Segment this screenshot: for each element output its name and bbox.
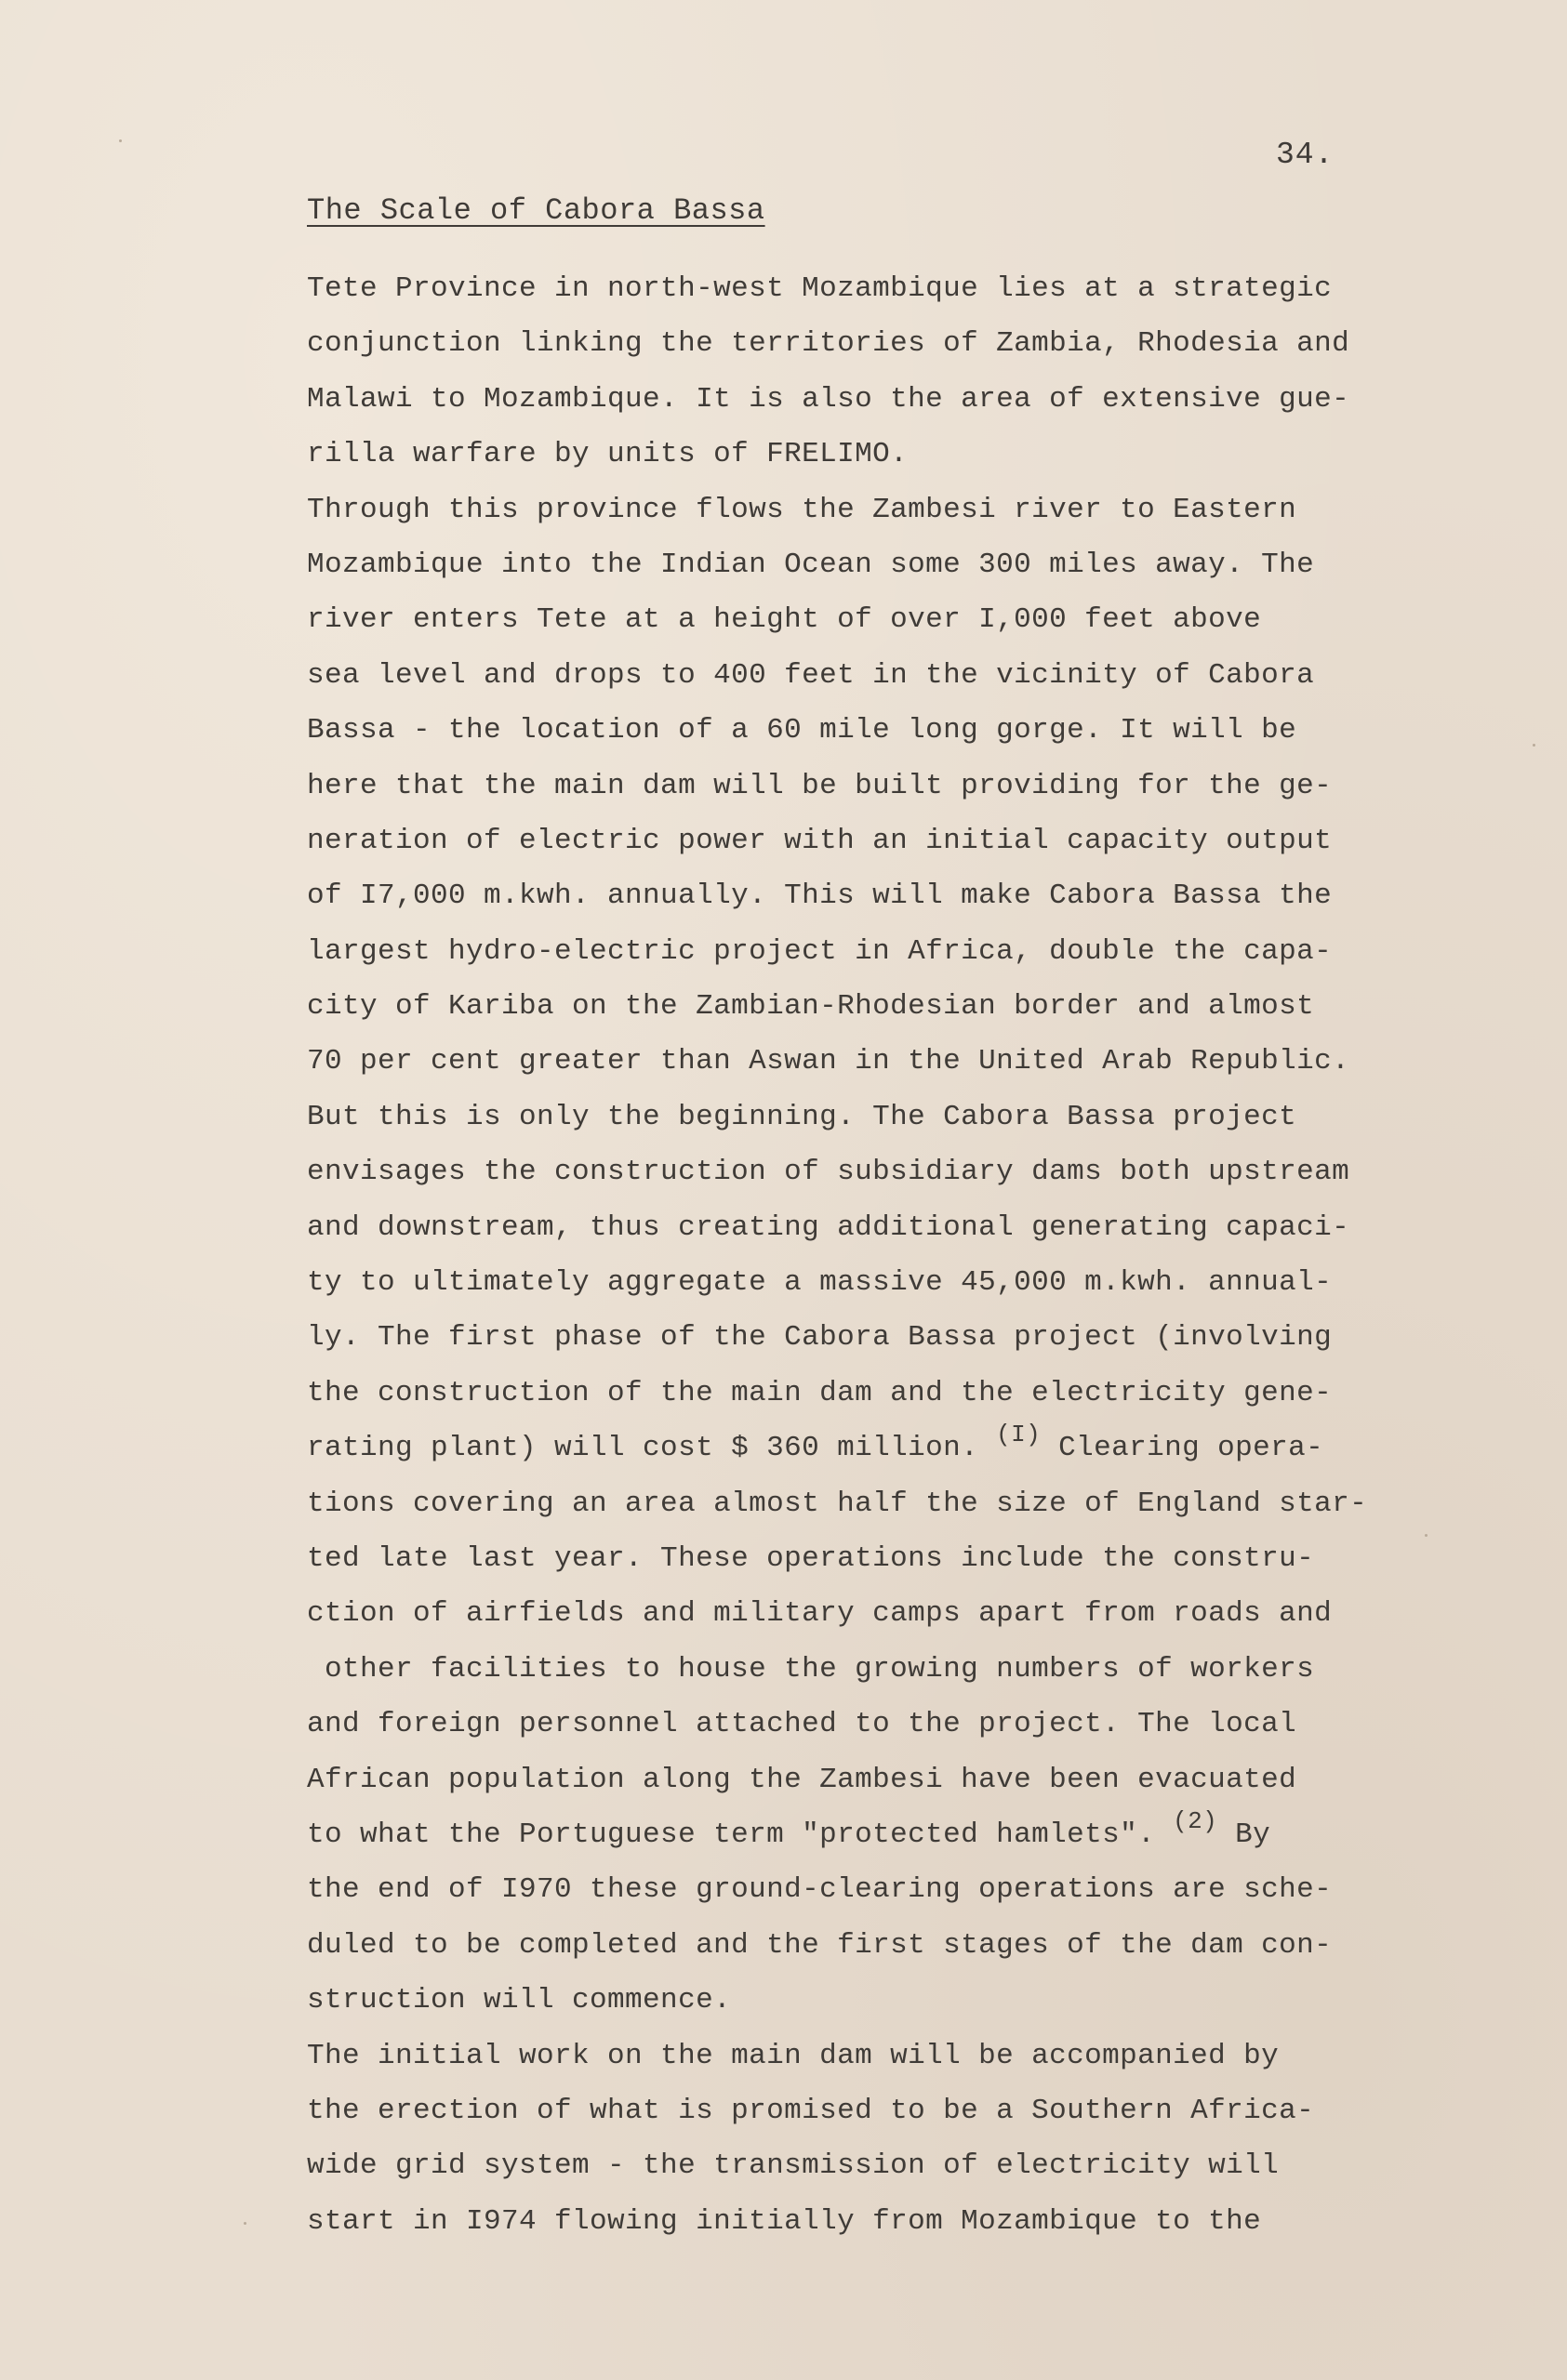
text-line: the construction of the main dam and the electricity gene- xyxy=(307,1376,1333,1409)
text-line: rilla warfare by units of FRELIMO. xyxy=(307,438,909,471)
text-line: sea level and drops to 400 feet in the vicinity of Cabora xyxy=(307,658,1315,692)
text-line: Through this province flows the Zambesi river to Eastern xyxy=(307,493,1297,526)
text-line: Bassa - the location of a 60 mile long gorge. It will be xyxy=(307,714,1297,747)
text-line: conjunction linking the territories of Zambia, Rhodesia and xyxy=(307,327,1350,361)
paper-speck xyxy=(1425,1534,1428,1537)
text-line: the end of I970 these ground-clearing operations are sche- xyxy=(307,1873,1333,1907)
text-line: Mozambique into the Indian Ocean some 300 miles away. The xyxy=(307,548,1315,581)
body-text xyxy=(307,261,1553,2249)
page-number: 34. xyxy=(1276,138,1335,172)
paper-speck xyxy=(244,2222,246,2225)
text-line-with-footnote xyxy=(307,1807,1553,1862)
text-line: start in I974 flowing initially from Mozambique to the xyxy=(307,2204,1262,2238)
text-line: here that the main dam will be built providing for the ge- xyxy=(307,769,1333,802)
text-line: duled to be completed and the first stages of the dam con- xyxy=(307,1928,1333,1962)
text-line: ty to ultimately aggregate a massive 45,000 m.kwh. annual- xyxy=(307,1266,1333,1300)
text-line: ly. The first phase of the Cabora Bassa project (involving xyxy=(307,1321,1333,1355)
text-line: largest hydro-electric project in Africa, double the capa- xyxy=(307,934,1333,968)
text-line: of I7,000 m.kwh. annually. This will make Cabora Bassa the xyxy=(307,879,1333,913)
text-line: the erection of what is promised to be a Southern Africa- xyxy=(307,2094,1315,2127)
text-line: 70 per cent greater than Aswan in the United Arab Republic. xyxy=(307,1045,1350,1078)
text-line: But this is only the beginning. The Cabora Bassa project xyxy=(307,1100,1297,1133)
text-segment: to what the Portuguese term "protected hamlets". xyxy=(307,1818,1174,1851)
page-title: The Scale of Cabora Bassa xyxy=(307,193,765,228)
text-segment: rating plant) will cost $ 360 million. xyxy=(307,1432,997,1465)
text-line: ted late last year. These operations include the constru- xyxy=(307,1541,1315,1575)
footnote-marker: (I) xyxy=(996,1420,1042,1448)
text-line: African population along the Zambesi have been evacuated xyxy=(307,1763,1297,1796)
text-line: and downstream, thus creating additional generating capaci- xyxy=(307,1210,1350,1244)
text-segment: Clearing opera- xyxy=(1041,1432,1324,1465)
text-line: other facilities to house the growing numbers of workers xyxy=(307,1652,1315,1686)
text-line: and foreign personnel attached to the project. The local xyxy=(307,1708,1297,1741)
text-line: neration of electric power with an initial capacity output xyxy=(307,824,1333,857)
text-line: Malawi to Mozambique. It is also the area of extensive gue- xyxy=(307,382,1350,416)
text-line: tions covering an area almost half the size of England star- xyxy=(307,1487,1368,1520)
text-line: struction will commence. xyxy=(307,1984,732,2017)
text-line: river enters Tete at a height of over I,000 feet above xyxy=(307,603,1262,637)
footnote-marker: (2) xyxy=(1173,1806,1218,1835)
text-line-with-footnote xyxy=(307,1421,1553,1475)
paper-speck xyxy=(1533,744,1535,747)
text-line: The initial work on the main dam will be accompanied by xyxy=(307,2039,1280,2072)
text-segment: By xyxy=(1217,1818,1271,1851)
paper-speck xyxy=(119,139,122,142)
text-line: wide grid system - the transmission of electricity will xyxy=(307,2149,1280,2183)
text-line: city of Kariba on the Zambian-Rhodesian border and almost xyxy=(307,990,1315,1024)
text-line: ction of airfields and military camps apart from roads and xyxy=(307,1597,1333,1631)
text-line: envisages the construction of subsidiary dams both upstream xyxy=(307,1156,1350,1189)
text-line: Tete Province in north-west Mozambique lies at a strategic xyxy=(307,272,1333,305)
